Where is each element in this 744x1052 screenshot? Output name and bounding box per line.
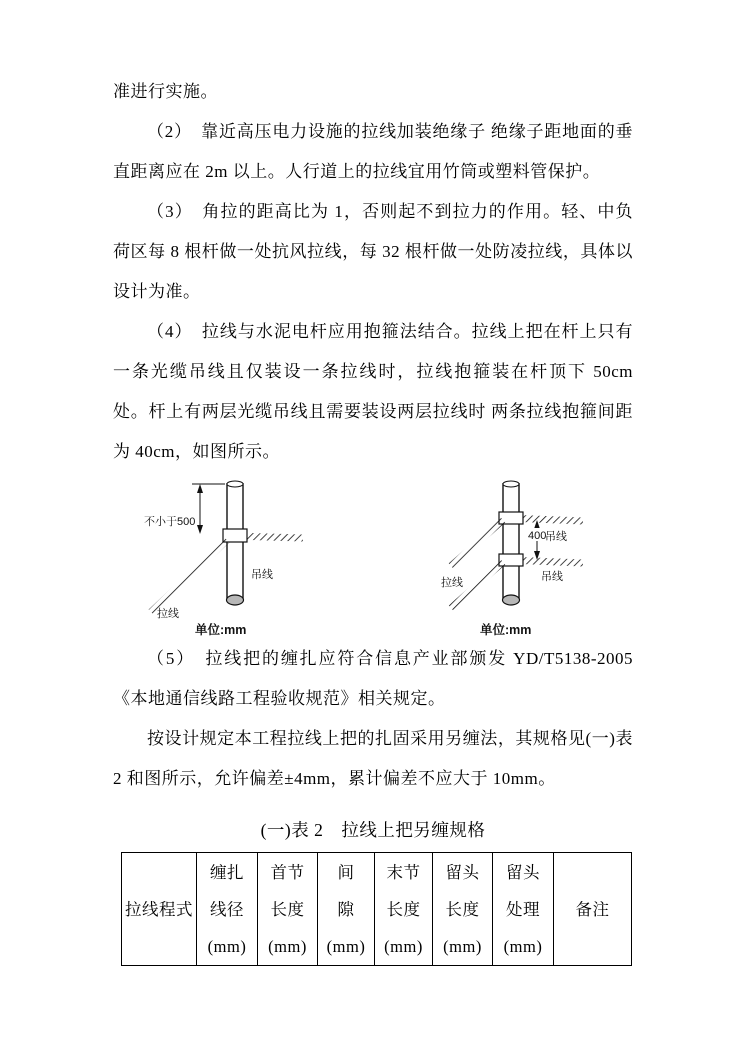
col-header-last-section-length: 末节 长度 (mm) xyxy=(375,853,433,966)
pole-top-cap xyxy=(503,481,519,487)
paragraph-binding-spec: 按设计规定本工程拉线上把的扎固采用另缠法，其规格见(一)表 2 和图所示，允许偏差±4mm，累计偏差不应大于 10mm。 xyxy=(113,729,633,788)
pole-base xyxy=(227,595,244,605)
col-header-gap: 间 隙 (mm) xyxy=(318,853,375,966)
col-header-remarks: 备注 xyxy=(554,853,632,966)
suspension-wire-label: 吊线 xyxy=(251,569,273,581)
col-header-first-section-length: 首节 长度 (mm) xyxy=(258,853,318,966)
paragraph-item-2: （2） 靠近高压电力设施的拉线加装绝缘子 绝缘子距地面的垂直距离应在 2m 以上。人行道上的拉线宜用竹筒或塑料管保护。 xyxy=(113,122,633,181)
col-header-guy-wire-type: 拉线程式 xyxy=(122,853,197,966)
guy-wire-spec-table xyxy=(121,852,632,966)
figures-row xyxy=(113,474,633,639)
col-header-tail-treatment: 留头 处理 (mm) xyxy=(493,853,554,966)
suspension-wire-label-bottom: 吊线 xyxy=(541,571,563,583)
pole-base xyxy=(503,595,520,605)
unit-label: 单位:mm xyxy=(480,623,532,637)
col-header-wrap-wire-diameter: 缠扎 线径 (mm) xyxy=(197,853,258,966)
table-header-row xyxy=(122,853,632,966)
dimension-arrow-up xyxy=(197,484,203,493)
unit-label: 单位:mm xyxy=(195,623,247,637)
guy-wire xyxy=(151,540,227,612)
guy-wire-label: 拉线 xyxy=(157,608,179,620)
dimension-label: 400 xyxy=(528,530,547,542)
paragraph-item-5: （5） 拉线把的缠扎应符合信息产业部颁发 YD/T5138-2005《本地通信线路工程验收规范》相关规定。 xyxy=(113,649,633,708)
paragraph-continuation: 准进行实施。 xyxy=(113,82,218,101)
figure-double-guy-wire xyxy=(425,474,620,639)
dimension-label: 不小于500 xyxy=(144,516,196,528)
pole-top-cap xyxy=(227,481,243,487)
figure-single-guy-wire xyxy=(135,474,330,639)
document-content xyxy=(113,72,633,966)
guy-wire-label: 拉线 xyxy=(441,577,463,589)
table-caption: (一)表 2 拉线上把另缠规格 xyxy=(260,820,486,840)
col-header-tail-length: 留头 长度 (mm) xyxy=(433,853,493,966)
dimension-arrow-down xyxy=(197,525,203,534)
paragraph-item-3: （3） 角拉的距高比为 1，否则起不到拉力的作用。轻、中负荷区每 8 根杆做一处抗风拉线，每 32 根杆做一处防凌拉线，具体以设计为准。 xyxy=(113,202,633,301)
guy-wire-top xyxy=(451,520,503,566)
paragraph-item-4: （4） 拉线与水泥电杆应用抱箍法结合。拉线上把在杆上只有一条光缆吊线且仅装设一条拉线时，拉线抱箍装在杆顶下 50cm 处。杆上有两层光缆吊线且需要装设两层拉线时 两条拉线抱箍间距为 40cm，如图所示。 xyxy=(113,322,633,461)
suspension-wire-label-top: 吊线 xyxy=(545,531,567,543)
